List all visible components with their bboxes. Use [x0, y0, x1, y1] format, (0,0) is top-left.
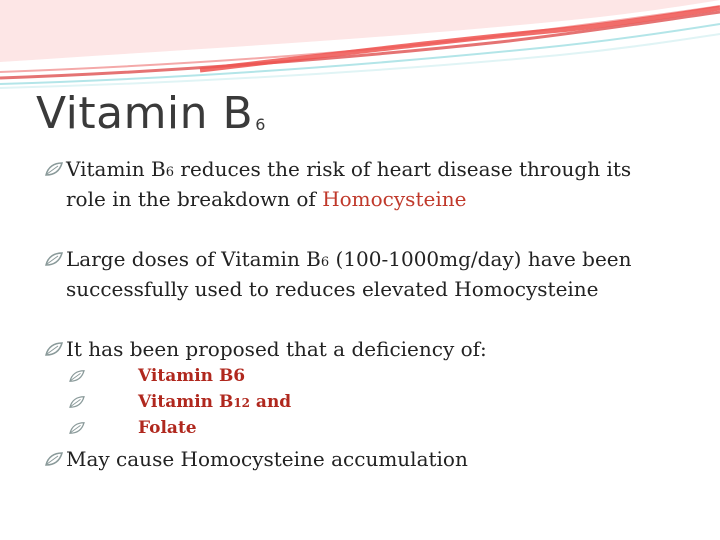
- homocysteine-highlight: Homocysteine: [322, 187, 467, 211]
- list-item-text: Folate: [138, 418, 197, 438]
- list-item: [68, 363, 468, 389]
- leaf-bullet-icon: [44, 451, 64, 467]
- bullet-item: [44, 446, 674, 472]
- header-banner: [0, 0, 720, 90]
- slide-title: Vitamin B 6: [36, 88, 266, 139]
- leaf-bullet-icon: [44, 251, 64, 267]
- bullet-text: It has been proposed that a deficiency of:: [66, 337, 487, 361]
- bullet-item: [44, 156, 674, 212]
- bullet-item: [44, 336, 674, 362]
- bullet-item: [44, 246, 674, 302]
- leaf-bullet-icon: [68, 369, 86, 383]
- list-item-text: Vitamin B12 and: [138, 392, 292, 412]
- deficiency-list: [68, 363, 468, 441]
- leaf-bullet-icon: [44, 341, 64, 357]
- bullet-text: Large doses of Vitamin B6 (100-1000mg/day) have been successfully used to reduces elevated Homocysteine: [66, 247, 632, 301]
- leaf-bullet-icon: [68, 395, 86, 409]
- leaf-bullet-icon: [44, 161, 64, 177]
- bullet-text: Vitamin B6 reduces the risk of heart disease through its role in the breakdown of Homocysteine: [66, 157, 632, 211]
- list-item: [68, 389, 468, 415]
- bullet-text: May cause Homocysteine accumulation: [66, 447, 468, 471]
- list-item-text: Vitamin B6: [138, 366, 246, 386]
- leaf-bullet-icon: [68, 421, 86, 435]
- list-item: [68, 415, 468, 441]
